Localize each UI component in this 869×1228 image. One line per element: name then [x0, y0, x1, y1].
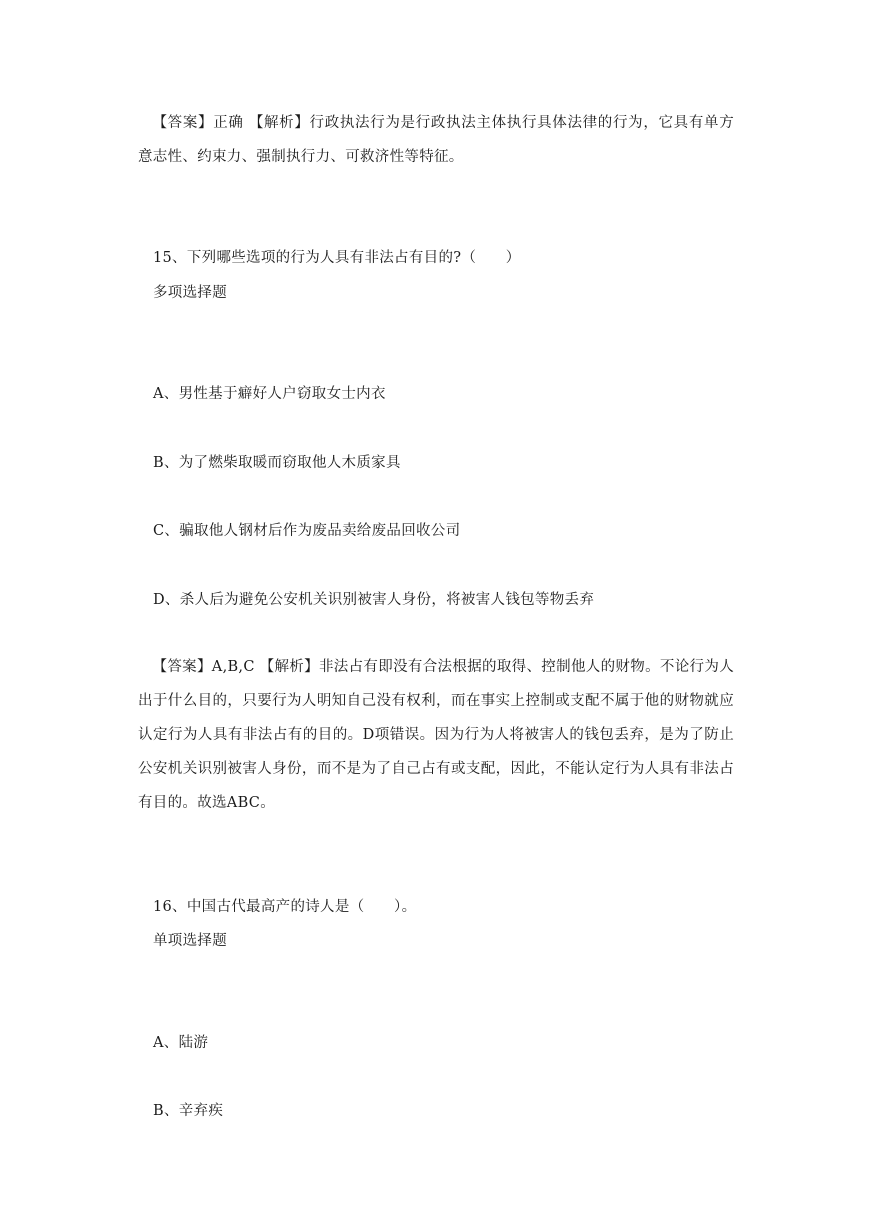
- answer-explanation-q14: 【答案】正确 【解析】行政执法行为是行政执法主体执行具体法律的行为，它具有单方意志性、约束力、强制执行力、可救济性等特征。: [138, 115, 734, 165]
- question-15-text: 15、下列哪些选项的行为人具有非法占有目的?（ ）: [153, 250, 521, 266]
- answer-explanation-q15: 【答案】A,B,C 【解析】非法占有即没有合法根据的取得、控制他人的财物。不论行为人出于什么目的，只要行为人明知自己没有权利，而在事实上控制或支配不属于他的财物就应认定行为人具有非法占有的目的。D项错误。因为行为人将被害人的钱包丢弃，是为了防止公安机关识别被害人身份，而不是为了自己占有或支配，因此，不能认定行为人具有非法占有目的。故选ABC。: [138, 659, 734, 811]
- question-15-option-b: B、为了燃柴取暖而窃取他人木质家具: [153, 455, 401, 471]
- question-15-type: 多项选择题: [153, 285, 227, 301]
- question-16-type: 单项选择题: [153, 933, 227, 949]
- question-15-option-d: D、杀人后为避免公安机关识别被害人身份，将被害人钱包等物丢弃: [153, 592, 595, 608]
- question-16-text: 16、中国古代最高产的诗人是（ ）。: [153, 899, 417, 915]
- question-15-option-c: C、骗取他人钢材后作为废品卖给废品回收公司: [153, 523, 461, 539]
- question-16-option-b: B、辛弃疾: [153, 1103, 224, 1119]
- question-16-option-a: A、陆游: [153, 1035, 209, 1051]
- question-15-option-a: A、男性基于癖好人户窃取女士内衣: [153, 386, 386, 402]
